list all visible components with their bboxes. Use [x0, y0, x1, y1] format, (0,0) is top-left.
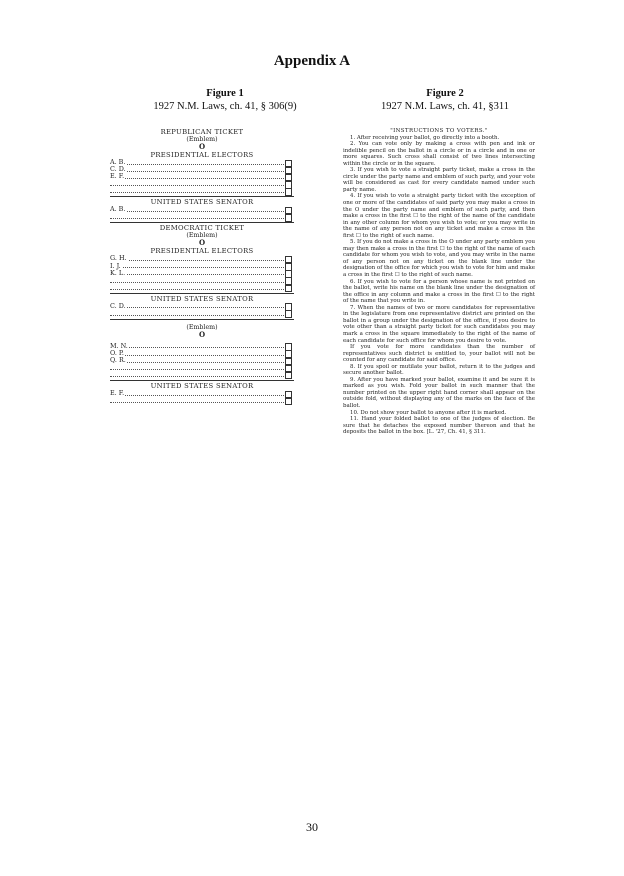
candidate-line [110, 270, 294, 277]
divider [110, 293, 294, 294]
candidate-line [110, 350, 294, 357]
instruction-paragraph: 6. If you wish to vote for a person whose name is not printed on the ballot, write his name on the blank line under the designation of the office in any column and make a cross in the first ☐ to the right of the name that you write in. [343, 278, 535, 305]
page-number: 30 [306, 820, 318, 834]
democratic-senator-heading: UNITED STATES SENATOR [150, 294, 254, 303]
instruction-paragraph: 2. You can vote only by making a cross with pen and ink or indelible pencil on the ballot in a circle or in a circle and in one or more squares. Such cross shall consist of two lines intersecting within the circle or in the square. [343, 141, 535, 167]
candidate-line [110, 206, 294, 213]
vote-square[interactable] [285, 214, 292, 222]
page-title: Appendix A [273, 53, 351, 69]
divider [110, 319, 294, 320]
candidate-name: C. D. [110, 165, 126, 174]
instruction-paragraph: 9. After you have marked your ballot, examine it and be sure it is marked as you wish. Fold your ballot in such manner that the number printed on the upper right hand corner shall appear on the outside fold, without displaying any of the marks on the face of the ballot. [343, 376, 535, 409]
sample-ballot [110, 128, 294, 404]
candidate-name: O. P. [110, 348, 124, 357]
write-in-line[interactable] [110, 310, 294, 317]
democratic-electors-heading: PRESIDENTIAL ELECTORS [150, 247, 254, 256]
write-in-line[interactable] [110, 397, 294, 404]
instruction-paragraph: 4. If you wish to vote a straight party ticket with the exception of one or more of the candidates of said party you may make a cross in the O under the party name and emblem of such party, and then make a cross in the first ☐ to the right of the name of the candidate in any other column for whom you wish to vote; or you may write in the name of any person not on any ticket and make a cross in the first ☐ to the right of such name. [343, 193, 535, 239]
candidate-name: C. D. [110, 301, 126, 310]
divider [110, 222, 294, 223]
instruction-paragraph: 8. If you spoil or mutilate your ballot, return it to the judges and secure another ballot. [343, 363, 535, 377]
vote-square[interactable] [285, 372, 292, 380]
instruction-paragraph: 10. Do not show your ballot to anyone after it is marked. [350, 409, 507, 416]
write-in-line[interactable] [110, 277, 294, 284]
instruction-paragraph: 1. After receiving your ballot, go directly into a booth. [350, 134, 500, 141]
divider [110, 380, 294, 381]
instruction-paragraph: 3. If you wish to vote a straight party ticket, make a cross in the circle under the party name and emblem of such party, and your vote will be considered as cast for every candidate named under such party name. [343, 167, 535, 193]
republican-party-circle[interactable]: O [198, 142, 206, 151]
candidate-line [110, 303, 294, 310]
candidate-line [110, 343, 294, 350]
write-in-line[interactable] [110, 188, 294, 195]
candidate-name: A. B. [110, 205, 126, 214]
republican-ticket-title: REPUBLICAN TICKET [160, 128, 244, 136]
figure1-header [110, 88, 340, 112]
candidate-name: A. B. [110, 158, 126, 166]
write-in-line[interactable] [110, 371, 294, 378]
candidate-name: M. N. [110, 341, 128, 350]
third-party-circle[interactable]: O [198, 329, 206, 339]
candidate-line [110, 357, 294, 364]
vote-square[interactable] [285, 310, 292, 318]
instruction-paragraph: 11. Hand your folded ballot to one of the judges of election. Be sure that he detaches the exposed number thereon and that he deposits the ballot in the box. [L. '27, Ch. 41, § 311. [343, 416, 535, 436]
instructions-title: "INSTRUCTIONS TO VOTERS." [390, 128, 488, 134]
figure1-title: Figure 1 [206, 88, 244, 99]
candidate-line [110, 390, 294, 397]
candidate-line [110, 173, 294, 180]
republican-emblem: (Emblem) [186, 136, 218, 143]
write-in-line[interactable] [110, 181, 294, 188]
write-in-line[interactable] [110, 284, 294, 291]
vote-square[interactable] [285, 398, 292, 406]
write-in-line[interactable] [110, 364, 294, 371]
instruction-paragraph: 7. When the names of two or more candidates for representative in the legislature from one representative district are printed on the ballot in a group under the designation of the office, if you desire to vote other than a straight party ticket for such candidates you may mark a cross in the square immediately to the right of the name of each candidate for such office for whom you desire to vote. [343, 304, 535, 344]
figure2-header [340, 88, 550, 112]
figure2-title: Figure 2 [426, 88, 464, 99]
figure2-citation: 1927 N.M. Laws, ch. 41, §311 [381, 101, 509, 112]
candidate-name: K. L. [110, 268, 126, 277]
republican-electors-heading: PRESIDENTIAL ELECTORS [150, 151, 254, 159]
republican-senator-heading: UNITED STATES SENATOR [150, 198, 254, 207]
candidate-name: E. F. [110, 389, 125, 398]
candidate-line [110, 255, 294, 262]
democratic-emblem: (Emblem) [186, 232, 218, 240]
write-in-line[interactable] [110, 214, 294, 221]
instruction-paragraph: 5. If you do not make a cross in the O under any party emblem you may then make a cross in the first ☐ to the right of the name of each candidate for whom you wish to vote, and you may write in the name of any person not on any ticket on the blank line under the designation of the office for which you wish to vote for him and make a cross in the first ☐ to the right of such name. [343, 239, 535, 279]
candidate-line [110, 166, 294, 173]
candidate-name: I. J. [110, 261, 121, 270]
figure1-citation: 1927 N.M. Laws, ch. 41, § 306(9) [153, 101, 297, 112]
candidate-name: E. F. [110, 172, 125, 181]
instruction-paragraph: If you vote for more candidates than the number of representatives such district is entitled to, your ballot will not be counted for any candidate for said office. [343, 344, 535, 364]
democratic-party-circle[interactable]: O [198, 238, 206, 248]
vote-square[interactable] [285, 285, 292, 293]
candidate-line [110, 159, 294, 166]
candidate-name: G. H. [110, 254, 127, 263]
democratic-ticket-title: DEMOCRATIC TICKET [159, 224, 245, 233]
third-party-senator-heading: UNITED STATES SENATOR [150, 382, 254, 391]
divider [110, 196, 294, 197]
candidate-name: Q. R. [110, 356, 126, 364]
candidate-line [110, 263, 294, 270]
vote-square[interactable] [285, 188, 292, 196]
voter-instructions [343, 128, 535, 436]
third-party-emblem: (Emblem) [186, 323, 218, 331]
